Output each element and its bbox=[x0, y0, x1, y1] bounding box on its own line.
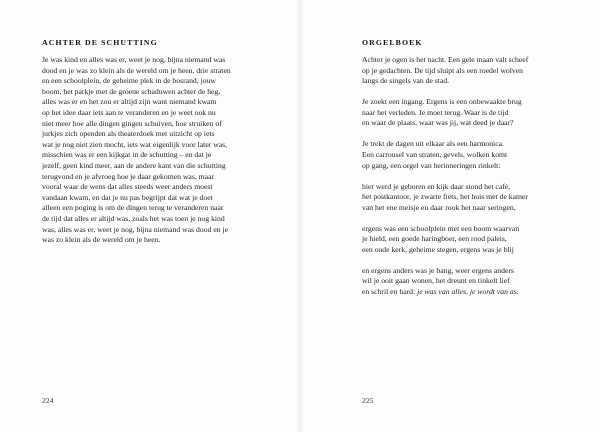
poem-line: en een schoolplein, de geheime plek in de bosrand, jouw bbox=[42, 76, 216, 86]
poem-line: op je gedachten. De tijd sluipt als een roedel wolven bbox=[362, 65, 523, 75]
poem-body bbox=[362, 55, 592, 308]
poem-title: ORGELBOEK bbox=[362, 38, 423, 47]
poem-line: hier werd je geboren en kijk daar stond het café, bbox=[362, 181, 511, 191]
poem-line: een oude kerk, geheime stegen, ergens was je blij bbox=[362, 244, 514, 254]
poem-line: vooral waar de wens dat alles steeds weer anders moest bbox=[42, 182, 213, 192]
poem-line: op gang, een orgel van herinneringen rinkelt: bbox=[362, 160, 501, 170]
poem-line: van het ene meisje en daar rook het naar seringen, bbox=[362, 202, 516, 212]
poem-line: niet meer hoe alle dingen gingen schuiven, hoe struiken of bbox=[42, 118, 222, 128]
poem-line: vandaan kwam, en dat je nu pas begrijpt dat wat je doet bbox=[42, 192, 213, 202]
page-number: 224 bbox=[42, 396, 54, 405]
poem-line: jezelf, geen kind meer, aan de andere kant van die schutting bbox=[42, 160, 226, 170]
poem-line: was zo klein als de wereld om je heen. bbox=[42, 235, 161, 245]
poem-line: wat je nog niet zien mocht, iets wat eigenlijk voor later was, bbox=[42, 139, 228, 149]
poem-line: Achter je ogen is het nacht. Een gele maan valt scheef bbox=[362, 55, 529, 64]
poem-line: ergens was een schoolplein met een boom waarvan bbox=[362, 223, 520, 233]
stanza bbox=[362, 266, 592, 298]
poem-line: langs de singels van de stad. bbox=[362, 76, 450, 86]
poem-title: ACHTER DE SCHUTTING bbox=[42, 38, 158, 47]
right-page bbox=[300, 0, 600, 432]
poem-line: de tijd dat alles er altijd was, zoals het was toen je nog kind bbox=[42, 213, 225, 223]
final-line-roman: en schril en hard: bbox=[362, 287, 416, 297]
poem-line: Je trekt de dagen uit elkaar als een harmonica. bbox=[362, 139, 504, 149]
poem-line: Je was kind en alles was er, weet je nog, bijna niemand was bbox=[42, 55, 226, 64]
poem-line: je hield, een goede haringboer, een rood paleis, bbox=[362, 234, 507, 244]
final-line-italic: je was van alles, je wordt van as. bbox=[417, 287, 519, 297]
poem-line: naar het verleden. Je moet terug. Waar is de tijd bbox=[362, 107, 509, 117]
poem-line: wil je ooit gaan wonen, het dreunt en tinkelt lief bbox=[362, 276, 510, 286]
stanza bbox=[362, 139, 592, 171]
poem-line: boom, het parkje met de groene schaduwen achter de heg, bbox=[42, 86, 221, 96]
poem-line: en ergens anders was je bang, weer ergens anders bbox=[362, 265, 514, 275]
poem-line: Een carrousel van straten, gevels, wolken komt bbox=[362, 149, 508, 159]
poem-line: dood en je was zo klein als de wereld om je heen, drie straten bbox=[42, 65, 231, 75]
poem-line: terugvond en je afvroeg hoe je daar gekomen was, maar bbox=[42, 171, 215, 181]
stanza bbox=[362, 55, 592, 87]
stanza bbox=[362, 224, 592, 256]
stanza bbox=[362, 182, 592, 214]
page-number: 225 bbox=[362, 396, 374, 405]
poem-line: op het idee daar iets aan te veranderen en je weet ook nu bbox=[42, 107, 216, 117]
stanza bbox=[362, 97, 592, 129]
poem-line: het postkantoor, je zwarte fiets, het huis met de kamer bbox=[362, 192, 528, 202]
poem-line-final bbox=[362, 287, 592, 298]
poem-line: Je zoekt een ingang. Ergens is een onbewaakte brug bbox=[362, 97, 522, 107]
poem-body bbox=[42, 55, 292, 246]
poem-line: jurkjes zich openden als theaterdoek met uitzicht op iets bbox=[42, 129, 215, 139]
poem-line: alles was er en het zou er altijd zijn want niemand kwam bbox=[42, 97, 217, 107]
poem-line: misschien was er een kijkgat in de schutting – en dat je bbox=[42, 150, 212, 160]
poem-line: was, alles was er, weet je nog, bijna niemand was dood en je bbox=[42, 224, 229, 234]
poem-line: en waar de plaats, waar was jij, wat deed je daar? bbox=[362, 118, 514, 128]
poem-line: alleen een poging is om de dingen terug te veranderen naar bbox=[42, 203, 224, 213]
